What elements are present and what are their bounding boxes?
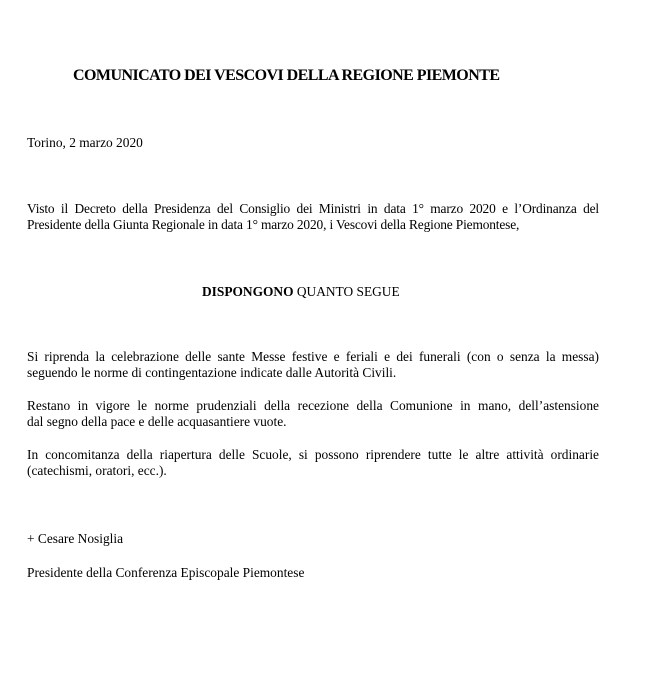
document-title: COMUNICATO DEI VESCOVI DELLA REGIONE PIEMONTE: [73, 67, 500, 84]
preamble-paragraph: [27, 201, 599, 233]
paragraph-3-line-2: (catechismi, oratori, ecc.).: [27, 463, 167, 478]
paragraph-2-line-1: Restano in vigore le norme prudenziali della recezione della Comunione in mano, dell’astensione: [27, 398, 599, 413]
dispositive-heading: [202, 283, 400, 300]
paragraph-3: [27, 447, 599, 479]
preamble-line-2: Presidente della Giunta Regionale in data 1° marzo 2020, i Vescovi della Regione Piemontese,: [27, 217, 520, 232]
dispositive-bold: DISPONGONO: [202, 284, 294, 299]
paragraph-3-line-1: In concomitanza della riapertura delle Scuole, si possono riprendere tutte le altre attività ordinarie: [27, 447, 599, 462]
paragraph-1: [27, 349, 599, 381]
preamble-line-1: Visto il Decreto della Presidenza del Consiglio dei Ministri in data 1° marzo 2020 e l’Ordinanza del: [27, 201, 599, 216]
paragraph-2: [27, 398, 599, 430]
date-line: Torino, 2 marzo 2020: [27, 135, 143, 150]
signature-role: Presidente della Conferenza Episcopale Piemontese: [27, 565, 305, 580]
paragraph-1-line-1: Si riprenda la celebrazione delle sante Messe festive e feriali e dei funerali (con o senza la messa): [27, 349, 599, 364]
dispositive-rest: QUANTO SEGUE: [293, 284, 400, 299]
signature-name: + Cesare Nosiglia: [27, 531, 124, 546]
paragraph-1-line-2: seguendo le norme di contingentazione indicate dalle Autorità Civili.: [27, 365, 397, 380]
paragraph-2-line-2: dal segno della pace e delle acquasantiere vuote.: [27, 414, 287, 429]
